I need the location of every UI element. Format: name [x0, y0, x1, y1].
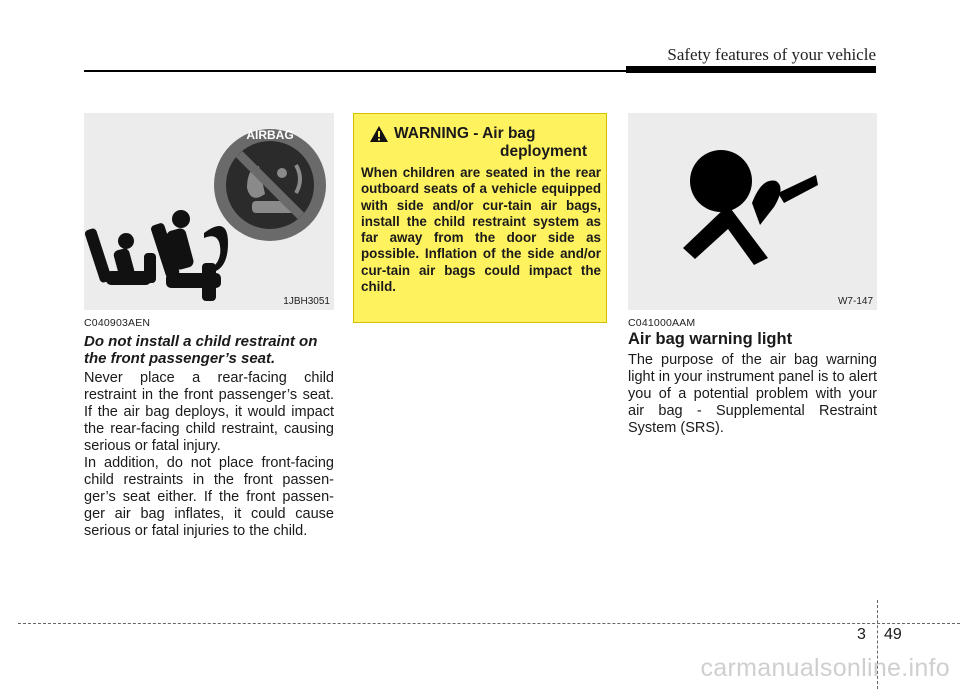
warning-triangle-icon — [369, 125, 389, 143]
ref-code-right: C041000AAM — [628, 317, 696, 329]
airbag-warning-icon — [628, 113, 877, 310]
left-heading: Do not install a child restraint on the front passenger’s seat. — [84, 333, 318, 367]
airbag-badge-text: AIRBAG — [246, 128, 294, 142]
page-number: 49 — [884, 626, 902, 643]
section-title: Safety features of your vehicle — [667, 45, 876, 64]
warning-box — [353, 113, 607, 323]
footer-rule — [18, 623, 960, 624]
child-seat-figure — [84, 113, 334, 310]
right-paragraph: The purpose of the air bag warning light in your instrument panel is to alert you of a potential problem with your air bag - Supplemental Restraint System (SRS). — [628, 352, 877, 436]
figure-code-right: W7-147 — [837, 296, 873, 307]
left-paragraph-1: Never place a rear-facing child restraint in the front passenger’s seat. If the air bag deploys, it would impact the rear-facing child restraint, causing serious or fatal injury. — [84, 370, 334, 454]
ref-code-left: C040903AEN — [84, 317, 151, 329]
chapter-number: 3 — [857, 626, 866, 643]
no-child-seat-icon — [214, 129, 326, 241]
left-paragraph-2: In addition, do not place front-facing child restraints in the front passen-ger’s seat either. If the front passen-ger air bag inflates, it could cause serious or fatal injuries to the child. — [84, 455, 334, 539]
child-seat-illustration — [84, 113, 334, 310]
right-heading: Air bag warning light — [628, 330, 793, 348]
header-bar — [626, 66, 876, 73]
warning-title-line2: deployment — [500, 143, 587, 160]
warning-title: WARNING - Air bag — [394, 125, 536, 142]
airbag-light-figure — [628, 113, 877, 310]
watermark: carmanualsonline.info — [700, 654, 950, 682]
rear-seat-occupants — [84, 210, 228, 301]
warning-body: When children are seated in the rear outboard seats of a vehicle equipped with side and/or cur-tain air bags, install the child restraint system as far away from the door side as possible. Inflation of the side and/or cur-tain air bags could impact the child. — [361, 165, 601, 295]
figure-code-left: 1JBH3051 — [283, 296, 330, 307]
